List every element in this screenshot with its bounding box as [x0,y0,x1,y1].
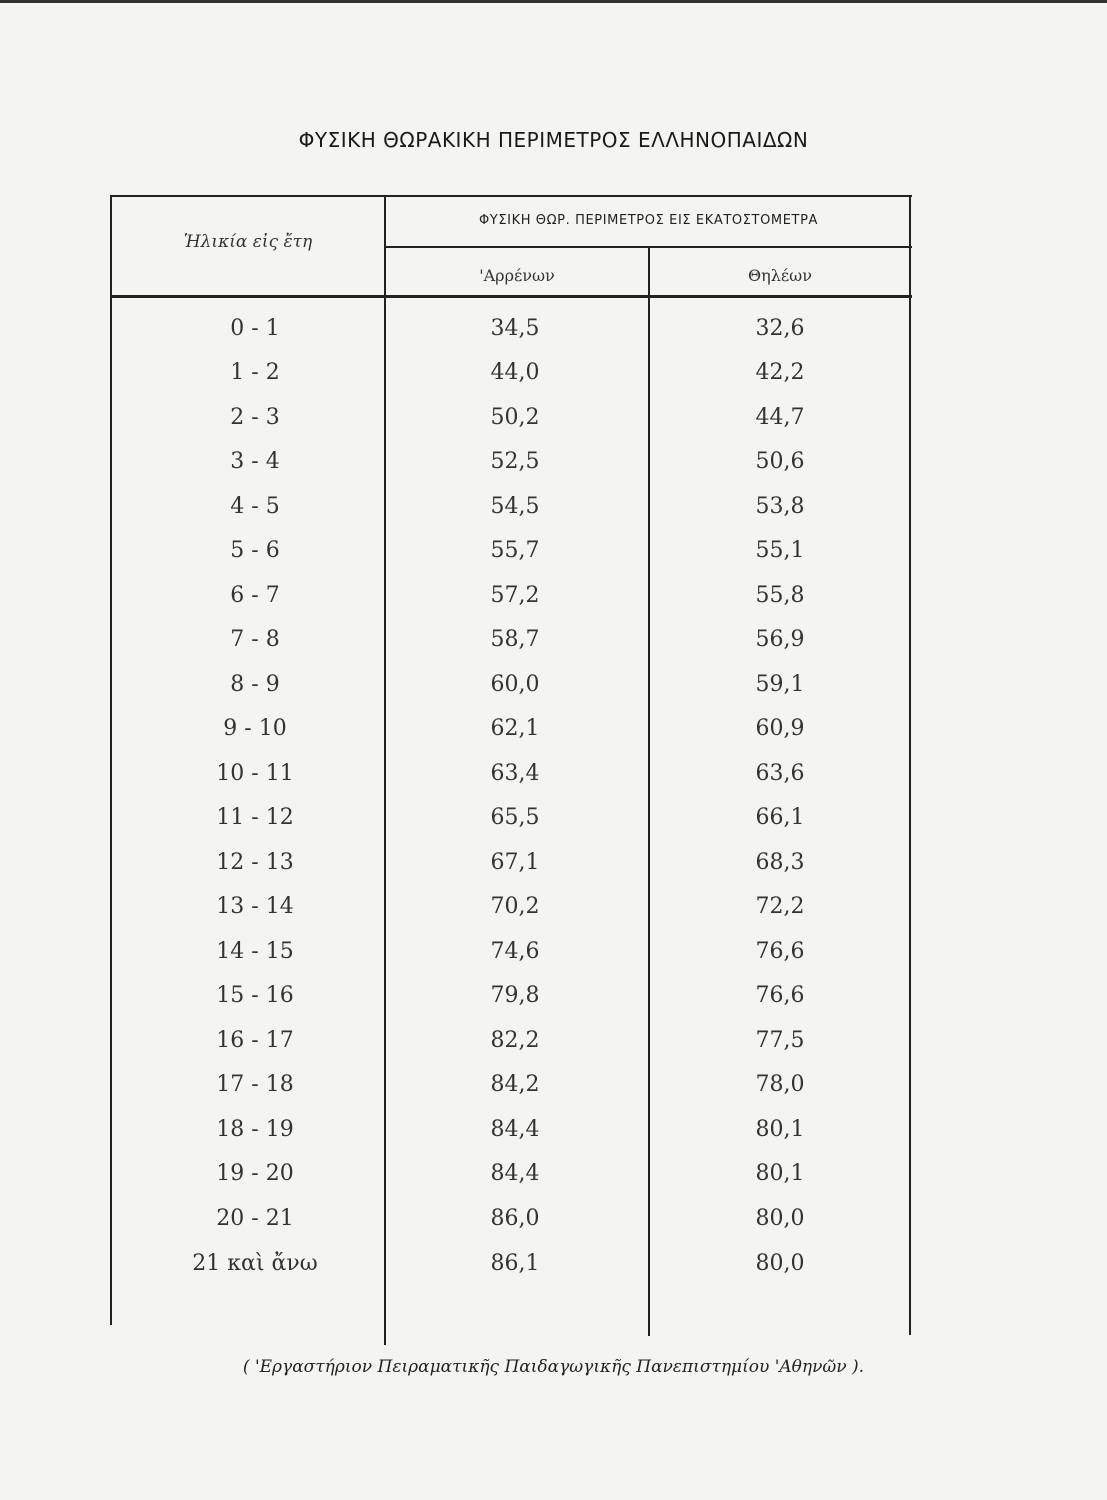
male-value-cell: 58,7 [490,627,540,652]
age-cell: 13 - 14 [216,894,294,919]
male-value-cell: 62,1 [490,716,540,741]
female-value-cell: 50,6 [755,449,805,474]
female-value-cell: 80,0 [755,1206,805,1231]
table-row [0,805,1107,849]
female-value-cell: 55,1 [755,538,805,563]
male-value-cell: 74,6 [490,939,540,964]
table-row [0,1028,1107,1072]
male-value-cell: 70,2 [490,894,540,919]
age-cell: 5 - 6 [230,538,280,563]
page-title: ΦΥΣΙΚΗ ΘΩΡΑΚΙΚΗ ΠΕΡΙΜΕΤΡΟΣ ΕΛΛΗΝΟΠΑΙΔΩΝ [298,128,809,152]
table-row [0,360,1107,404]
table-row [0,761,1107,805]
female-value-cell: 68,3 [755,850,805,875]
age-cell: 10 - 11 [216,761,294,786]
male-value-cell: 54,5 [490,494,540,519]
age-cell: 20 - 21 [216,1206,294,1231]
table-row [0,1117,1107,1161]
age-cell: 21 καὶ ἄνω [192,1251,318,1276]
age-cell: 3 - 4 [230,449,280,474]
female-value-cell: 42,2 [755,360,805,385]
age-cell: 2 - 3 [230,405,280,430]
female-value-cell: 80,1 [755,1117,805,1142]
female-value-cell: 77,5 [755,1028,805,1053]
table-row [0,1161,1107,1205]
table-row [0,1251,1107,1295]
female-value-cell: 32,6 [755,316,805,341]
age-cell: 17 - 18 [216,1072,294,1097]
age-cell: 12 - 13 [216,850,294,875]
female-value-cell: 60,9 [755,716,805,741]
female-value-cell: 63,6 [755,761,805,786]
male-value-cell: 84,4 [490,1117,540,1142]
header-bottom-rule [110,295,912,298]
table-row [0,939,1107,983]
female-value-cell: 72,2 [755,894,805,919]
male-value-cell: 82,2 [490,1028,540,1053]
male-value-cell: 84,4 [490,1161,540,1186]
female-value-cell: 53,8 [755,494,805,519]
female-column-header: Θηλέων [748,266,812,285]
age-cell: 14 - 15 [216,939,294,964]
table-row [0,583,1107,627]
age-column-header: Ἡλικία εἰς ἔτη [183,232,313,252]
table-row [0,538,1107,582]
age-cell: 4 - 5 [230,494,280,519]
male-value-cell: 84,2 [490,1072,540,1097]
age-cell: 18 - 19 [216,1117,294,1142]
age-cell: 7 - 8 [230,627,280,652]
table-row [0,894,1107,938]
age-cell: 8 - 9 [230,672,280,697]
age-cell: 19 - 20 [216,1161,294,1186]
male-value-cell: 60,0 [490,672,540,697]
table-top-rule [110,195,912,197]
female-value-cell: 76,6 [755,939,805,964]
source-footnote: ( 'Εργαστήριον Πειραματικῆς Παιδαγωγικῆς Πανεπιστημίου 'Αθηνῶν ). [242,1357,865,1377]
female-value-cell: 56,9 [755,627,805,652]
female-value-cell: 78,0 [755,1072,805,1097]
male-value-cell: 63,4 [490,761,540,786]
female-value-cell: 80,0 [755,1251,805,1276]
age-cell: 6 - 7 [230,583,280,608]
age-cell: 15 - 16 [216,983,294,1008]
female-value-cell: 59,1 [755,672,805,697]
male-column-header: 'Αρρένων [479,266,555,285]
age-cell: 1 - 2 [230,360,280,385]
female-value-cell: 44,7 [755,405,805,430]
measure-column-header: ΦΥΣΙΚΗ ΘΩΡ. ΠΕΡΙΜΕΤΡΟΣ ΕΙΣ ΕΚΑΤΟΣΤΟΜΕΤΡΑ [478,213,819,228]
male-value-cell: 50,2 [490,405,540,430]
table-row [0,850,1107,894]
age-cell: 0 - 1 [230,316,280,341]
male-value-cell: 52,5 [490,449,540,474]
male-value-cell: 67,1 [490,850,540,875]
male-value-cell: 44,0 [490,360,540,385]
table-row [0,716,1107,760]
age-cell: 11 - 12 [216,805,294,830]
age-cell: 16 - 17 [216,1028,294,1053]
male-value-cell: 55,7 [490,538,540,563]
table-row [0,405,1107,449]
table-row [0,1072,1107,1116]
table-row [0,672,1107,716]
female-value-cell: 55,8 [755,583,805,608]
table-row [0,983,1107,1027]
male-value-cell: 34,5 [490,316,540,341]
male-value-cell: 86,1 [490,1251,540,1276]
male-value-cell: 79,8 [490,983,540,1008]
male-value-cell: 86,0 [490,1206,540,1231]
table-row [0,627,1107,671]
female-value-cell: 76,6 [755,983,805,1008]
table-row [0,1206,1107,1250]
table-row [0,449,1107,493]
table-row [0,316,1107,360]
male-value-cell: 57,2 [490,583,540,608]
age-cell: 9 - 10 [223,716,287,741]
table-row [0,494,1107,538]
female-value-cell: 66,1 [755,805,805,830]
female-value-cell: 80,1 [755,1161,805,1186]
male-value-cell: 65,5 [490,805,540,830]
